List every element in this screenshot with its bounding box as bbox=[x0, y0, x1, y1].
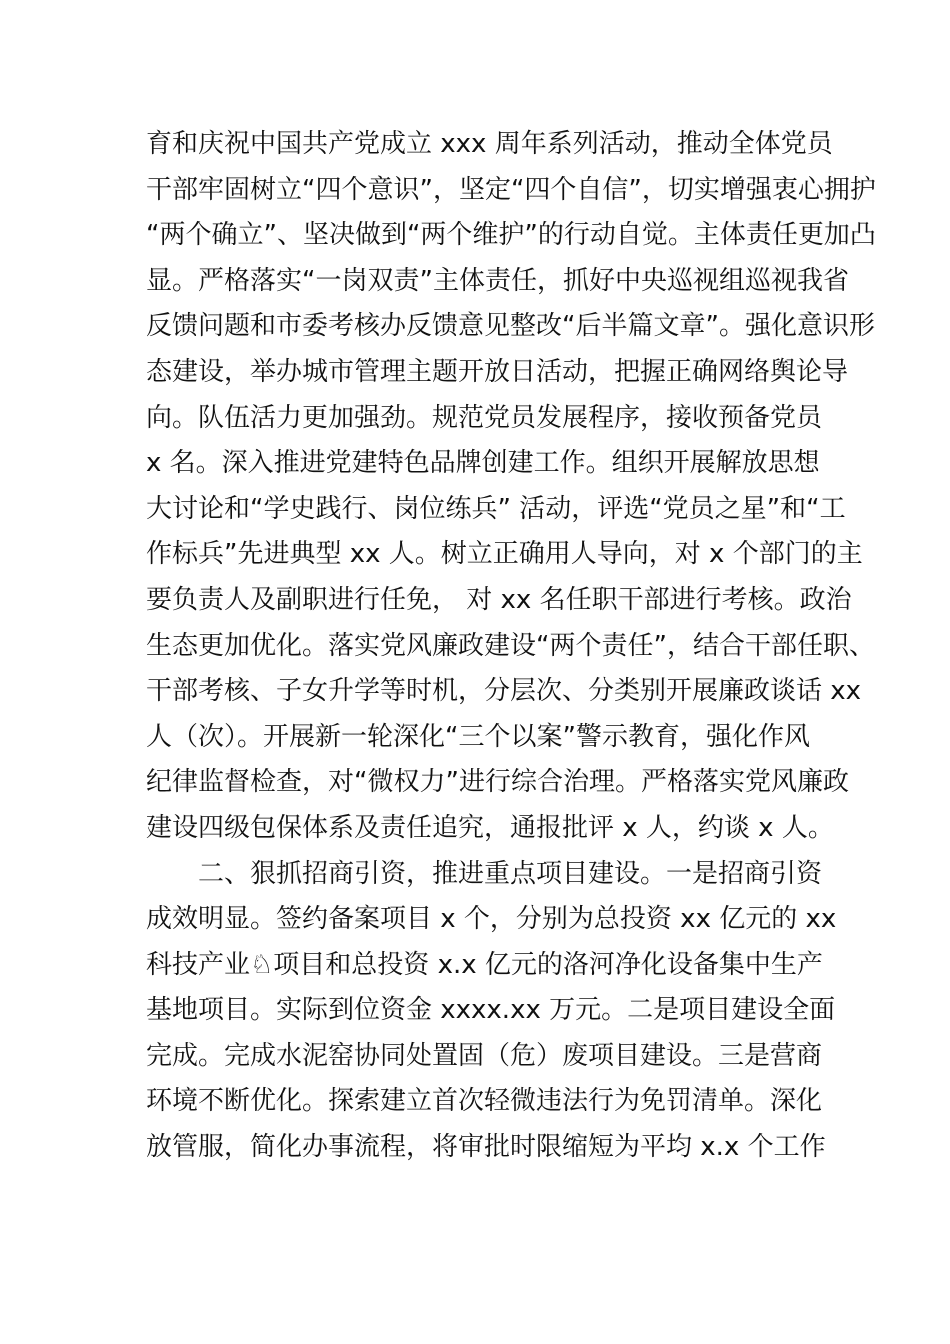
text-line: 态建设，举办城市管理主题开放日活动，把握正确网络舆论导 bbox=[146, 356, 849, 387]
text-line: 建设四级包保体系及责任追究，通报批评 x 人，约谈 x 人。 bbox=[146, 812, 834, 843]
text-line: 成效明显。签约备案项目 x 个，分别为总投资 xx 亿元的 xx bbox=[146, 904, 837, 935]
text-line: 育和庆祝中国共产党成立 xxx 周年系列活动，推动全体党员 bbox=[146, 129, 833, 159]
text-line: 向。队伍活力更加强劲。规范党员发展程序，接收预备党员 bbox=[146, 402, 823, 433]
text-line: 基地项目。实际到位资金 xxxx.xx 万元。二是项目建设全面 bbox=[146, 995, 836, 1026]
text-line: x 名。深入推进党建特色品牌创建工作。组织开展解放思想 bbox=[146, 448, 820, 479]
text-line: 环境不断优化。探索建立首次轻微违法行为免罚清单。深化 bbox=[146, 1086, 823, 1117]
text-line: 反馈问题和市委考核办反馈意见整改“后半篇文章”。强化意识形 bbox=[146, 311, 875, 342]
text-line: 干部考核、子女升学等时机，分层次、分类别开展廉政谈话 xx bbox=[146, 676, 862, 707]
text-line: 科技产业♘项目和总投资 x.x 亿元的洛河净化设备集中生产 bbox=[146, 949, 823, 980]
text-line: 生态更加优化。落实党风廉政建设“两个责任”，结合干部任职、 bbox=[146, 630, 875, 661]
text-line: 作标兵”先进典型 xx 人。树立正确用人导向，对 x 个部门的主 bbox=[146, 539, 863, 570]
body-text bbox=[146, 122, 876, 1171]
section-heading-line: 二、狠抓招商引资，推进重点项目建设。一是招商引资 bbox=[198, 858, 823, 889]
text-line: 要负责人及副职进行任免， 对 xx 名任职干部进行考核。政治 bbox=[146, 584, 852, 615]
text-line: 显。严格落实“一岗双责”主体责任，抓好中央巡视组巡视我省 bbox=[146, 265, 849, 296]
text-line: 大讨论和“学史践行、岗位练兵” 活动，评选“党员之星”和“工 bbox=[146, 493, 846, 524]
text-line: 人（次）。开展新一轮深化“三个以案”警示教育，强化作风 bbox=[146, 721, 810, 752]
text-line: 完成。完成水泥窑协同处置固（危）废项目建设。三是营商 bbox=[146, 1040, 823, 1071]
text-line: 干部牢固树立“四个意识”，坚定“四个自信”，切实增强衷心拥护 bbox=[146, 174, 876, 205]
text-line: 放管服，简化办事流程，将审批时限缩短为平均 x.x 个工作 bbox=[146, 1132, 826, 1163]
text-line: 纪律监督检查，对“微权力”进行综合治理。严格落实党风廉政 bbox=[146, 767, 849, 798]
text-line: “两个确立”、坚决做到“两个维护”的行动自觉。主体责任更加凸 bbox=[146, 220, 876, 251]
